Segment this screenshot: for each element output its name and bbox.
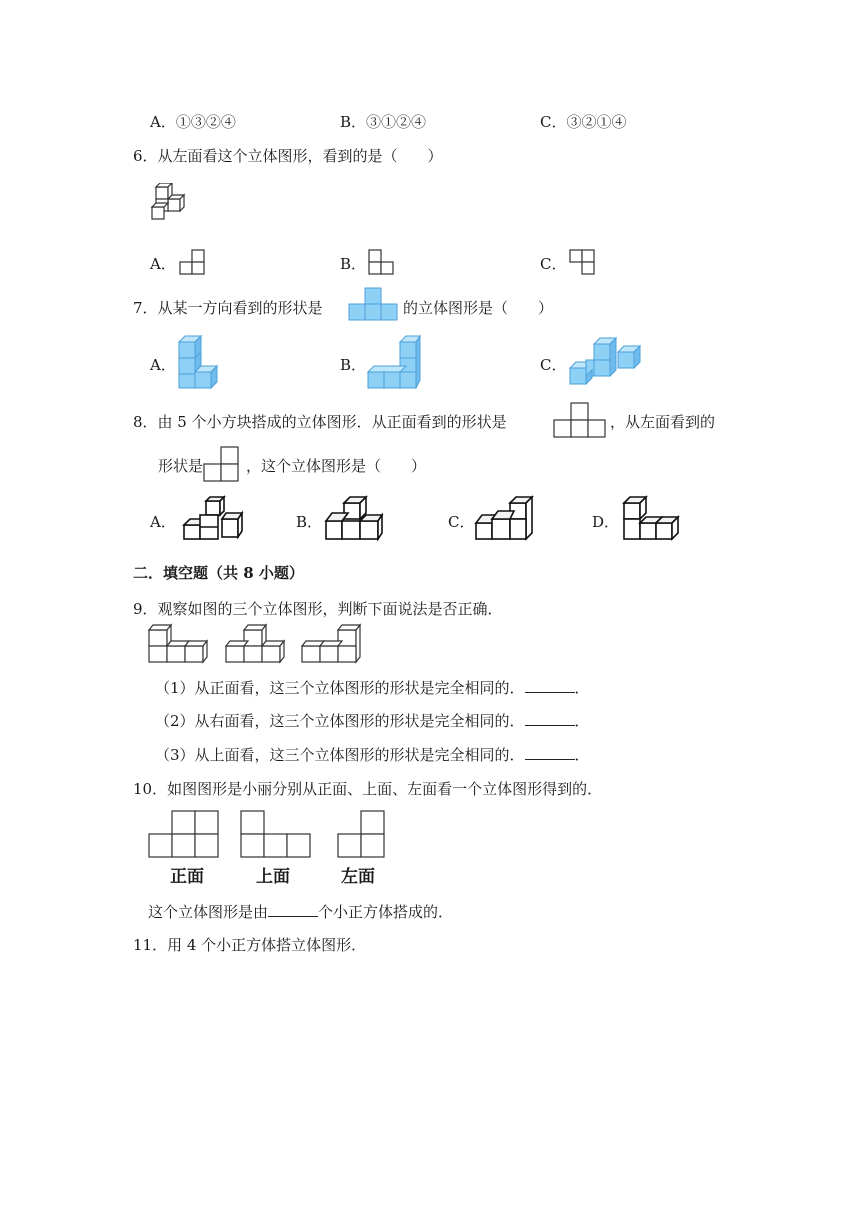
q7-stem-part1: 7．从某一方向看到的形状是: [133, 299, 323, 317]
q8-front-view-figure: [552, 402, 608, 438]
q7-option-b-figure: [366, 334, 422, 390]
q9-item-1: （1）从正面看，这三个立体图形的形状是完全相同的． ．: [155, 679, 590, 697]
q8-option-c-figure: [474, 495, 538, 543]
q9-answer-blank-3[interactable]: [525, 744, 575, 760]
q5-option-a: A．①③②④: [150, 113, 236, 131]
q10-top-view-figure: [240, 810, 312, 858]
q9-item-3: （3）从上面看，这三个立体图形的形状是完全相同的． ．: [155, 746, 590, 764]
q8-line1-part1: 8．由 5 个小方块搭成的立体图形．从正面看到的形状是: [133, 413, 507, 431]
q6-solid-figure: [150, 183, 192, 225]
q10-caption-left: 左面: [341, 867, 375, 887]
q6-option-b-figure: [368, 249, 398, 275]
q7-option-b: B．: [340, 356, 367, 374]
q8-option-b: B．: [296, 513, 323, 531]
q6-option-a-figure: [179, 249, 209, 275]
q10-left-view-figure: [337, 810, 387, 858]
q5-option-c: C．③②①④: [540, 113, 627, 131]
q8-option-a: A．: [150, 513, 176, 531]
q8-option-d: D．: [592, 513, 620, 531]
q10-caption-top: 上面: [256, 867, 290, 887]
q7-option-c: C．: [540, 356, 567, 374]
q7-option-a-figure: [177, 334, 221, 390]
q9-answer-blank-2[interactable]: [525, 710, 575, 726]
q8-option-c: C．: [448, 513, 475, 531]
q7-stem-part2: 的立体图形是（ ）: [403, 299, 554, 317]
q8-option-b-figure: [322, 495, 386, 543]
q6-option-b: B．: [340, 255, 367, 273]
q10-answer-blank[interactable]: [268, 901, 318, 917]
q8-line2-part2: ，这个立体图形是（ ）: [246, 457, 427, 475]
q8-line1-part2: ，从左面看到的: [610, 413, 716, 431]
q9-figure-3: [301, 620, 363, 664]
q11-stem: 11．用 4 个小正方体搭立体图形．: [133, 936, 367, 954]
q7-option-a: A．: [150, 356, 176, 374]
q9-answer-blank-1[interactable]: [525, 677, 575, 693]
q5-option-b: B．③①②④: [340, 113, 427, 131]
q10-caption-front: 正面: [170, 867, 204, 887]
q6-option-c-figure: [569, 249, 599, 275]
q9-figure-2: [225, 620, 287, 664]
q7-view-figure: [348, 287, 400, 323]
q8-option-a-figure: [180, 495, 248, 543]
q6-stem: 6．从左面看这个立体图形，看到的是（ ）: [133, 147, 443, 165]
q10-front-view-figure: [148, 810, 220, 858]
q7-option-c-figure: [568, 336, 644, 388]
q6-option-c: C．: [540, 255, 567, 273]
q9-figure-1: [148, 620, 210, 664]
q8-line2-part1: 形状是: [158, 457, 204, 475]
q8-left-view-figure: [203, 446, 243, 482]
q9-item-2: （2）从右面看，这三个立体图形的形状是完全相同的． ．: [155, 712, 590, 730]
q10-answer-line: 这个立体图形是由 个小正方体搭成的．: [148, 903, 454, 921]
q6-option-a: A．: [150, 255, 176, 273]
q8-option-d-figure: [620, 495, 684, 543]
q9-stem: 9．观察如图的三个立体图形，判断下面说法是否正确．: [133, 600, 503, 618]
section-2-title: 二．填空题（共 8 小题）: [133, 564, 304, 582]
q10-stem: 10．如图图形是小丽分别从正面、上面、左面看一个立体图形得到的．: [133, 780, 603, 798]
